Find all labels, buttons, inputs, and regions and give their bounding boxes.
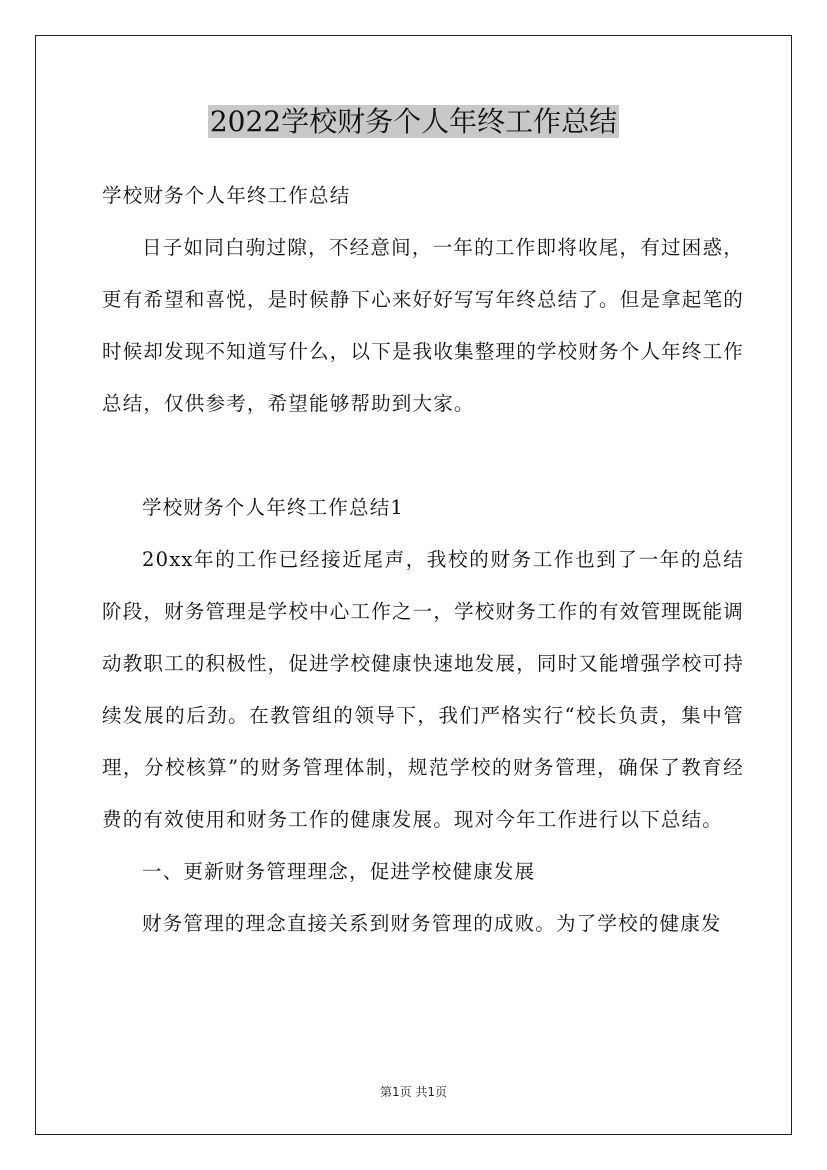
page-number-footer: 第1页 共1页 xyxy=(379,1085,448,1099)
point-body-paragraph: 财务管理的理念直接关系到财务管理的成败。为了学校的健康发 xyxy=(142,912,722,935)
paragraph-spacer xyxy=(102,430,744,482)
subtitle: 学校财务个人年终工作总结 xyxy=(102,184,351,207)
section-body-paragraph: 20xx年的工作已经接近尾声，我校的财务工作也到了一年的总结阶段，财务管理是学校中心工作之一，学校财务工作的有效管理既能调动教职工的积极性，促进学校健康快速地发展，同时又能增强学校可持续发展的后劲。在教管组的领导下，我们严格实行“校长负责，集中管理，分校核算”的财务管理体制，规范学校的财务管理，确保了教育经费的有效使用和财务工作的健康发展。现对今年工作进行以下总结。 xyxy=(102,548,744,831)
section-heading: 学校财务个人年终工作总结1 xyxy=(142,496,405,519)
document-title-text: 2022学校财务个人年终工作总结 xyxy=(209,105,618,138)
document-title xyxy=(0,100,827,144)
point-heading: 一、更新财务管理理念，促进学校健康发展 xyxy=(142,860,536,883)
document-body xyxy=(102,170,744,950)
intro-paragraph: 日子如同白驹过隙，不经意间，一年的工作即将收尾，有过困惑，更有希望和喜悦，是时候静下心来好好写写年终总结了。但是拿起笔的时候却发现不知道写什么，以下是我收集整理的学校财务个人年终工作总结，仅供参考，希望能够帮助到大家。 xyxy=(102,236,744,415)
